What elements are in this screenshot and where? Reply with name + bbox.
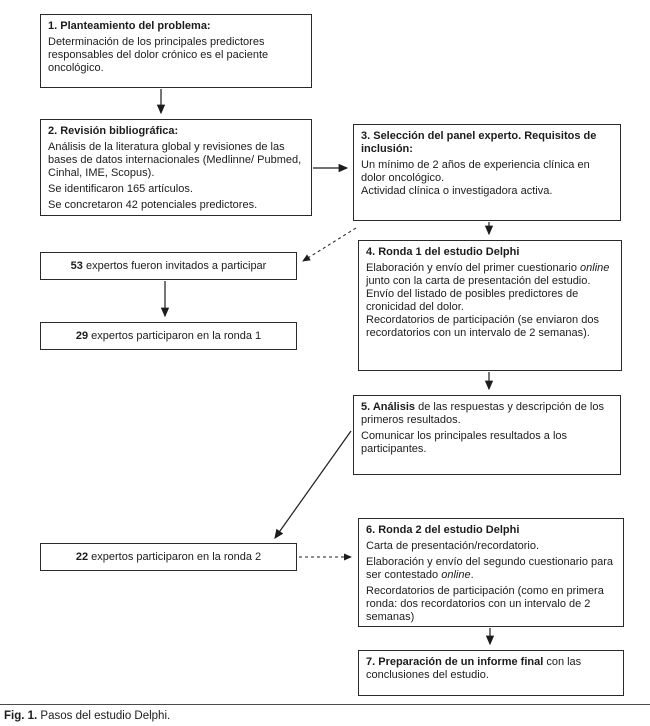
step6-title: 6. Ronda 2 del estudio Delphi (366, 524, 520, 536)
step3-paragraph-1: Un mínimo de 2 años de experiencia clínica en dolor oncológico. (361, 159, 590, 184)
step1-body: Determinación de los principales predictores responsables del dolor crónico es el paciente oncológico. (48, 36, 269, 74)
step6-box (358, 518, 624, 627)
step4-paragraph-3: Recordatorios de participación (se enviaron dos recordatorios con un intervalo de 2 semanas). (366, 314, 599, 339)
figure-caption: Fig. 1. Pasos del estudio Delphi. (0, 704, 650, 723)
experts22-box (40, 543, 297, 571)
experts53-box (40, 252, 297, 280)
experts29-label: 29 expertos participaron en la ronda 1 (75, 329, 262, 342)
step5-title: 5. Análisis de las respuestas y descripción de los primeros resultados. (361, 401, 604, 426)
step2-title: 2. Revisión bibliográfica: (48, 125, 179, 137)
arrow-dashed-step3-to-experts53 (303, 228, 356, 261)
step2-paragraph-1: Análisis de la literatura global y revisiones de las bases de datos internacionales (Medlinne/ Pubmed, Cinhal, IME, Scopus). (48, 141, 302, 179)
step2-paragraph-3: Se concretaron 42 potenciales predictores. (48, 199, 258, 211)
step2-paragraph-2: Se identificaron 165 artículos. (48, 183, 193, 195)
arrow-step5-to-experts22 (275, 431, 351, 538)
step6-paragraph-1: Carta de presentación/recordatorio. (366, 540, 540, 552)
step3-title: 3. Selección del panel experto. Requisitos de inclusión: (361, 130, 597, 155)
step3-paragraph-2: Actividad clínica o investigadora activa. (361, 185, 553, 197)
step3-box (353, 124, 621, 221)
step6-paragraph-3: Recordatorios de participación (como en primera ronda: dos recordatorios con un intervalo de 2 semanas) (366, 585, 604, 623)
step2-box (40, 119, 312, 216)
step7-title: 7. Preparación de un informe final con las conclusiones del estudio. (366, 656, 582, 681)
step4-title: 4. Ronda 1 del estudio Delphi (366, 246, 520, 258)
step6-paragraph-2: Elaboración y envío del segundo cuestionario para ser contestado online. (366, 556, 614, 581)
step4-box (358, 240, 622, 371)
step5-paragraph-2: Comunicar los principales resultados a los participantes. (361, 430, 568, 455)
experts53-label: 53 expertos fueron invitados a participar (70, 259, 267, 272)
step7-box (358, 650, 624, 696)
step4-paragraph-1: Elaboración y envío del primer cuestionario online junto con la carta de presentación del estudio. (366, 262, 610, 287)
step1-box (40, 14, 312, 88)
step5-box (353, 395, 621, 475)
experts29-box (40, 322, 297, 350)
step4-paragraph-2: Envío del listado de posibles predictores de cronicidad del dolor. (366, 288, 579, 313)
experts22-label: 22 expertos participaron en la ronda 2 (75, 550, 262, 563)
step1-title: 1. Planteamiento del problema: (48, 20, 211, 32)
